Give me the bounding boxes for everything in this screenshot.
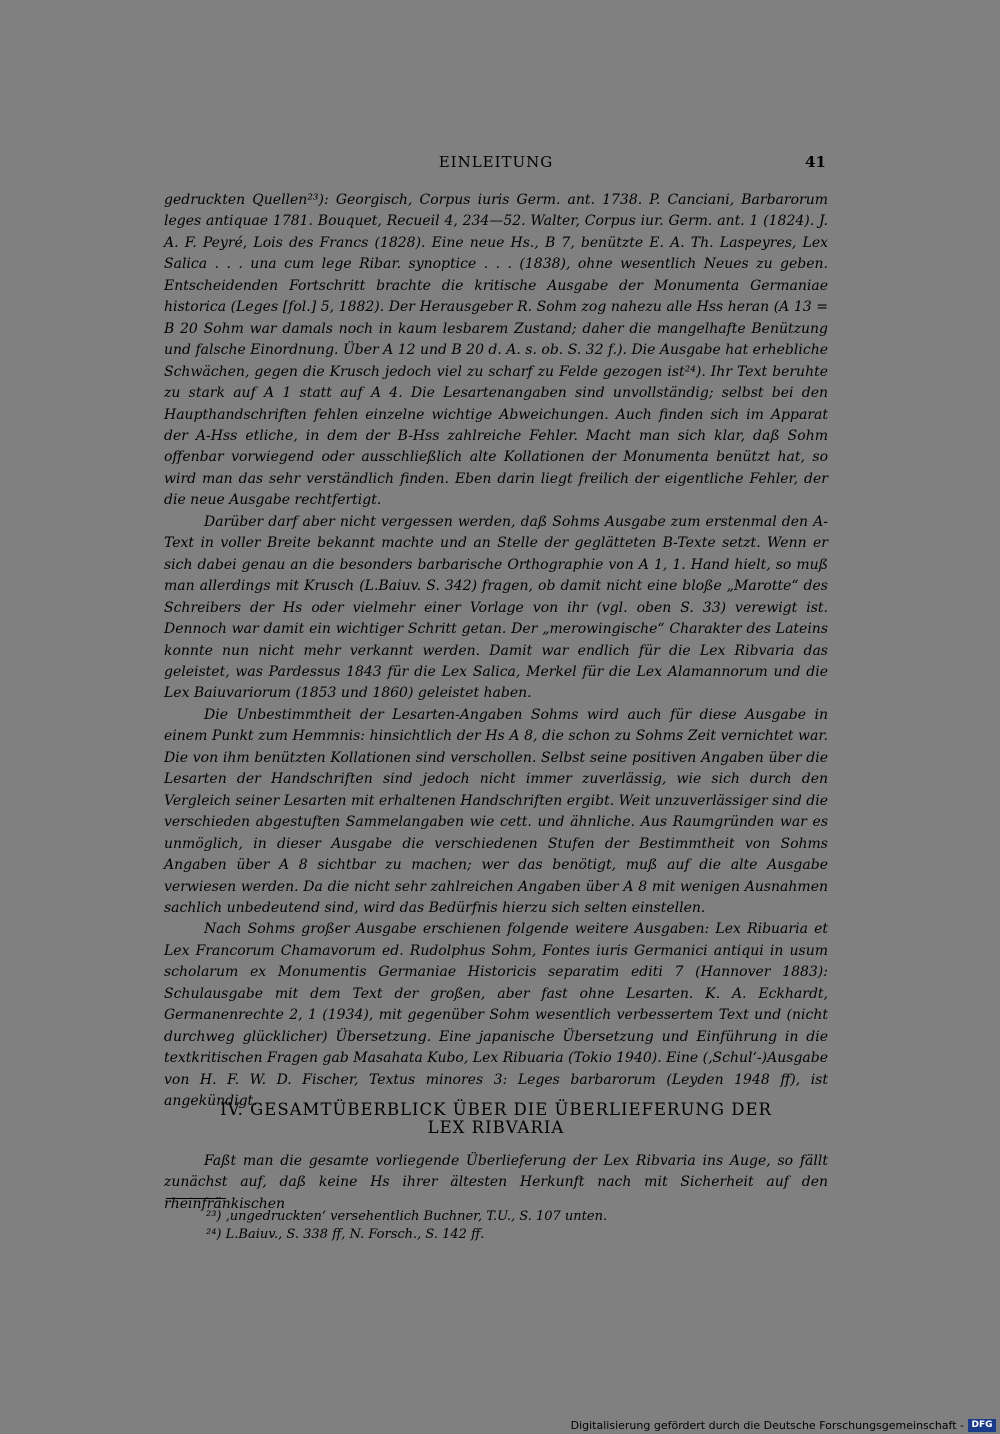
credit-text: Digitalisierung gefördert durch die Deutsche Forschungsgemeinschaft -: [570, 1419, 964, 1432]
footnotes: [206, 1208, 806, 1244]
body-text: [164, 190, 828, 1112]
section-text: [164, 1151, 828, 1215]
footnote-24: ²⁴) L.Baiuv., S. 338 ff, N. Forsch., S. 142 ff.: [206, 1227, 485, 1242]
running-head-title: EINLEITUNG: [438, 153, 554, 171]
page-number: 41: [805, 153, 826, 171]
section-heading-line-1: IV. GESAMTÜBERBLICK ÜBER DIE ÜBERLIEFERUNG DER: [220, 1100, 772, 1119]
paragraph-3: Die Unbestimmtheit der Lesarten-Angaben Sohms wird auch für diese Ausgabe in einem Punkt zum Hemmnis: hinsichtlich der Hs A 8, die schon zu Sohms Zeit vernichtet war. Die von ihm benützten Kollationen sind verschollen. Selbst seine positiven Angaben über die Lesarten der Handschriften sind jedoch nicht immer zuverlässig, wie sich durch den Vergleich seiner Lesarten mit erhaltenen Handschriften ergibt. Weit unzuverlässiger sind die verschieden abgestuften Sammelangaben wie cett. und ähnliche. Aus Raumgründen war es unmöglich, in dieser Ausgabe die verschiedenen Stufen der Bestimmtheit von Sohms Angaben über A 8 sichtbar zu machen; wer das benötigt, muß auf die alte Ausgabe verwiesen werden. Da die nicht sehr zahlreichen Angaben über A 8 mit wenigen Ausnahmen sachlich unbedeutend sind, wird das Bedürfnis hierzu sich selten einstellen.: [164, 706, 828, 916]
paragraph-1: gedruckten Quellen²³): Georgisch, Corpus iuris Germ. ant. 1738. P. Canciani, Barbarorum leges antiquae 1781. Bouquet, Recueil 4, 234—52. Walter, Corpus iur. Germ. ant. 1 (1824). J. A. F. Peyré, Lois des Francs (1828). Eine neue Hs., B 7, benützte E. A. Th. Laspeyres, Lex Salica . . . una cum lege Ribar. synoptice . . . (1838), ohne wesentlich Neues zu geben. Entscheidenden Fortschritt brachte die kritische Ausgabe der Monumenta Germaniae historica (Leges [fol.] 5, 1882). Der Herausgeber R. Sohm zog nahezu alle Hss heran (A 13 = B 20 Sohm war damals noch in kaum lesbarem Zustand; daher die mangelhafte Benützung und falsche Einordnung. Über A 12 und B 20 d. A. s. ob. S. 32 f.). Die Ausgabe hat erhebliche Schwächen, gegen die Krusch jedoch viel zu scharf zu Felde gezogen ist²⁴). Ihr Text beruhte zu stark auf A 1 statt auf A 4. Die Lesartenangaben sind unvollständig; selbst bei den Haupthandschriften fehlen einzelne wichtige Abweichungen. Auch finden sich im Apparat der A-Hss etliche, in dem der B-Hss zahlreiche Fehler. Macht man sich klar, daß Sohm offenbar vorwiegend oder ausschließlich alte Kollationen der Monumenta benützt hat, so wird man das sehr verständlich finden. Eben darin liegt freilich der eigentliche Fehler, der die neue Ausgabe rechtfertigt.: [164, 192, 828, 509]
section-heading: [164, 1101, 828, 1137]
footnote-divider: [166, 1198, 226, 1199]
running-head: [164, 153, 828, 175]
footnote-23: ²³) ‚ungedruckten‘ versehentlich Buchner, T.U., S. 107 unten.: [206, 1209, 608, 1224]
dfg-logo-icon: DFG: [968, 1419, 996, 1432]
section-heading-line-2: LEX RIBVARIA: [427, 1118, 565, 1137]
paragraph-2: Darüber darf aber nicht vergessen werden, daß Sohms Ausgabe zum erstenmal den A-Text in voller Breite bekannt machte und an Stelle der geglätteten B-Texte setzt. Wenn er sich dabei genau an die besonders barbarische Orthographie von A 1, 1. Hand hielt, so muß man allerdings mit Krusch (L.Baiuv. S. 342) fragen, ob damit nicht eine bloße „Marotte“ des Schreibers der Hs oder vielmehr einer Vorlage von ihr (vgl. oben S. 33) verewigt ist. Dennoch war damit ein wichtiger Schritt getan. Der „merowingische“ Charakter des Lateins konnte nun nicht mehr verkannt werden. Damit war endlich für die Lex Ribvaria das geleistet, was Pardessus 1843 für die Lex Salica, Merkel für die Lex Alamannorum und die Lex Baiuvariorum (1853 und 1860) geleistet haben.: [164, 513, 828, 702]
section-paragraph: Faßt man die gesamte vorliegende Überlieferung der Lex Ribvaria ins Auge, so fällt zunächst auf, daß keine Hs ihrer ältesten Herkunft nach mit Sicherheit auf den rheinfränkischen: [164, 1153, 828, 1212]
funding-credit: [570, 1418, 1000, 1434]
paragraph-4: Nach Sohms großer Ausgabe erschienen folgende weitere Ausgaben: Lex Ribuaria et Lex Francorum Chamavorum ed. Rudolphus Sohm, Fontes iuris Germanici antiqui in usum scholarum ex Monumentis Germaniae Historicis separatim editi 7 (Hannover 1883): Schulausgabe mit dem Text der großen, aber fast ohne Lesarten. K. A. Eckhardt, Germanenrechte 2, 1 (1934), mit gegenüber Sohm wesentlich verbessertem Text und (nicht durchweg glücklicher) Übersetzung. Eine japanische Übersetzung und Einführung in die textkritischen Fragen gab Masahata Kubo, Lex Ribuaria (Tokio 1940). Eine (‚Schul‘-)Ausgabe von H. F. W. D. Fischer, Textus minores 3: Leges barbarorum (Leyden 1948 ff), ist angekündigt.: [164, 921, 828, 1110]
